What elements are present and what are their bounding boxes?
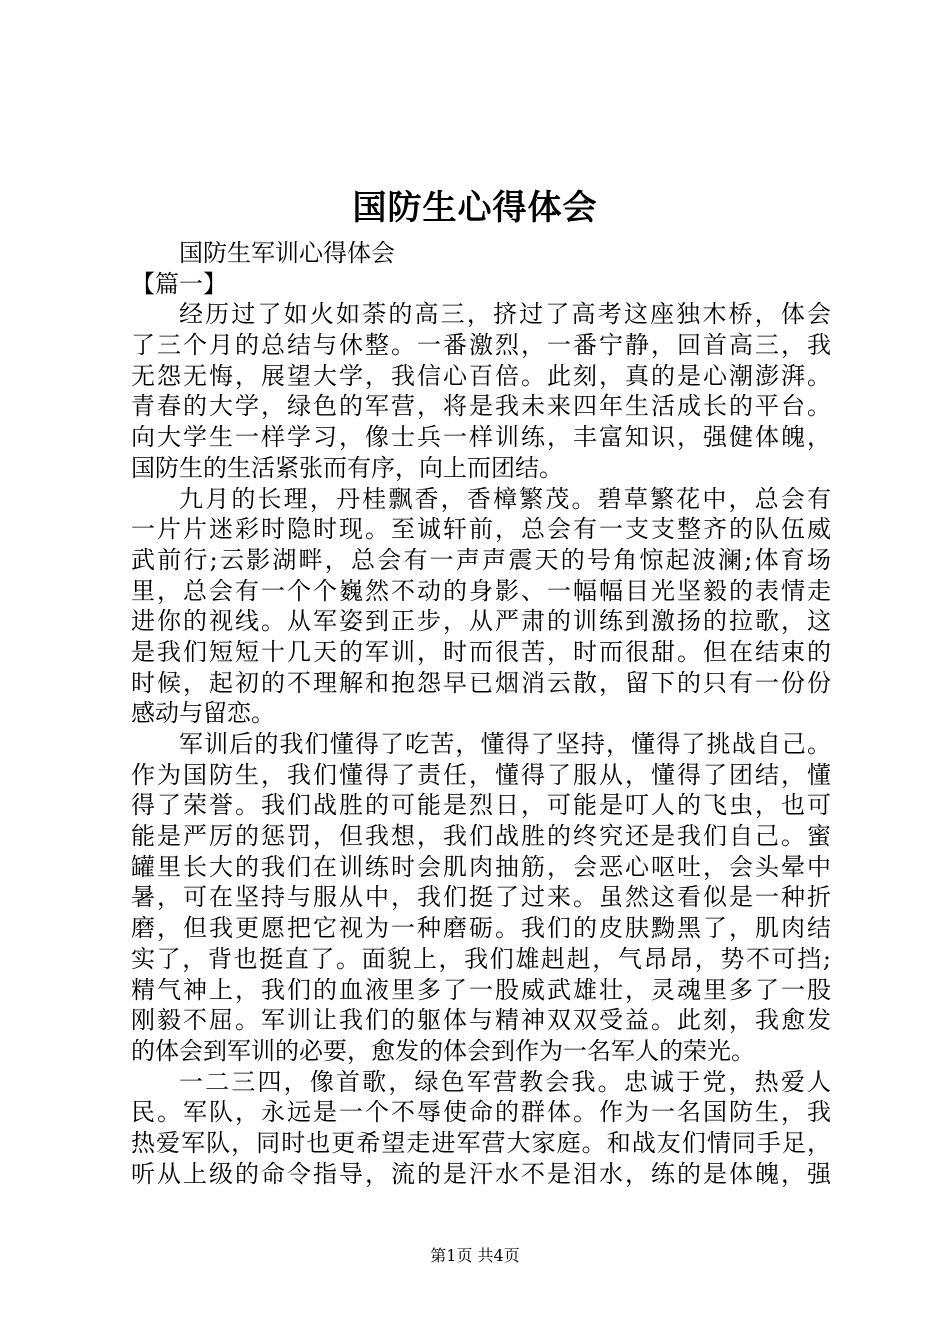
text-line: 得了荣誉。我们战胜的可能是烈日，可能是叮人的飞虫，也可	[131, 791, 831, 820]
text-line: 一二三四，像首歌，绿色军营教会我。忠诚于党，热爱人	[179, 1067, 831, 1096]
text-line: 磨，但我更愿把它视为一种磨砺。我们的皮肤黝黑了，肌肉结	[131, 914, 831, 943]
text-line: 能是严厉的惩罚，但我想，我们战胜的终究还是我们自己。蜜	[131, 822, 831, 851]
text-line: 刚毅不屈。军训让我们的躯体与精神双双受益。此刻，我愈发	[131, 1006, 831, 1035]
text-line: 时候，起初的不理解和抱怨早已烟消云散，留下的只有一份份	[131, 668, 831, 697]
text-line: 无怨无悔，展望大学，我信心百倍。此刻，真的是心潮澎湃。	[131, 361, 831, 390]
text-line: 向大学生一样学习，像士兵一样训练，丰富知识，强健体魄，	[131, 423, 831, 452]
text-line: 进你的视线。从军姿到正步，从严肃的训练到激扬的拉歌，这	[131, 607, 831, 636]
text-line: 实了，背也挺直了。面貌上，我们雄赳赳，气昂昂，势不可挡;	[131, 944, 831, 973]
text-line: 武前行;云影湖畔，总会有一声声震天的号角惊起波澜;体育场	[131, 545, 831, 574]
text-line: 罐里长大的我们在训练时会肌肉抽筋，会恶心呕吐，会头晕中	[131, 852, 831, 881]
page-footer: 第1页 共4页	[430, 1246, 520, 1265]
document-body	[131, 238, 831, 1189]
text-line: 【篇一】	[131, 269, 227, 298]
text-line: 一片片迷彩时隐时现。至诚轩前，总会有一支支整齐的队伍威	[131, 515, 831, 544]
text-line: 是我们短短十几天的军训，时而很苦，时而很甜。但在结束的	[131, 637, 831, 666]
text-line: 作为国防生，我们懂得了责任，懂得了服从，懂得了团结，懂	[131, 760, 831, 789]
text-line: 军训后的我们懂得了吃苦，懂得了坚持，懂得了挑战自己。	[179, 730, 831, 758]
text-line: 经历过了如火如荼的高三，挤过了高考这座独木桥，体会	[179, 300, 831, 329]
text-line: 精气神上，我们的血液里多了一股威武雄壮，灵魂里多了一股	[131, 975, 831, 1004]
text-line: 九月的长理，丹桂飘香，香樟繁茂。碧草繁花中，总会有	[179, 484, 831, 513]
text-line: 了三个月的总结与休整。一番激烈，一番宁静，回首高三，我	[131, 331, 831, 360]
text-line: 民。军队，永远是一个不辱使命的群体。作为一名国防生，我	[131, 1098, 831, 1127]
text-line: 听从上级的命令指导，流的是汗水不是泪水，练的是体魄，强	[131, 1159, 831, 1188]
text-line: 青春的大学，绿色的军营，将是我未来四年生活成长的平台。	[131, 392, 831, 421]
text-line: 暑，可在坚持与服从中，我们挺了过来。虽然这看似是一种折	[131, 883, 831, 912]
text-line: 的体会到军训的必要，愈发的体会到作为一名军人的荣光。	[131, 1036, 755, 1065]
text-line: 里，总会有一个个巍然不动的身影、一幅幅目光坚毅的表情走	[131, 576, 831, 605]
text-line: 热爱军队，同时也更希望走进军营大家庭。和战友们情同手足，	[131, 1128, 831, 1157]
text-line: 感动与留恋。	[131, 699, 275, 728]
document-title: 国防生心得体会	[352, 188, 598, 228]
text-line: 国防生军训心得体会	[179, 239, 395, 267]
text-line: 国防生的生活紧张而有序，向上而团结。	[131, 453, 563, 482]
